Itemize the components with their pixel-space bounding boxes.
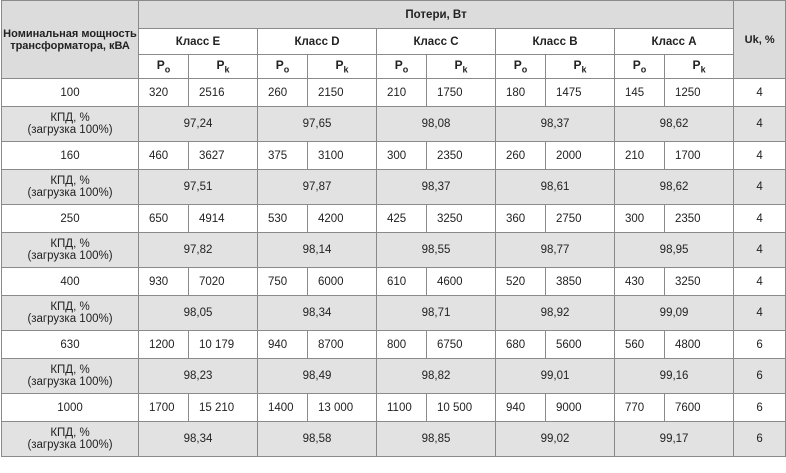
uk-header: Uk, % xyxy=(734,1,786,79)
kpd-label: КПД, % (загрузка 100%) xyxy=(2,359,139,394)
uk-cell: 4 xyxy=(734,170,786,205)
p0-cell: 530 xyxy=(258,205,308,233)
kpd-cell: 98,95 xyxy=(615,233,734,268)
kpd-row xyxy=(2,233,786,268)
pk-cell: 2150 xyxy=(308,79,377,107)
p0-cell: 210 xyxy=(377,79,427,107)
pk-cell: 15 210 xyxy=(189,394,258,422)
kpd-cell: 98,34 xyxy=(139,422,258,457)
pk-cell: 1250 xyxy=(665,79,734,107)
uk-cell: 4 xyxy=(734,233,786,268)
kpd-cell: 98,58 xyxy=(258,422,377,457)
pk-cell: 1700 xyxy=(665,142,734,170)
pk-cell: 8700 xyxy=(308,331,377,359)
kpd-cell: 98,92 xyxy=(496,296,615,331)
uk-cell: 6 xyxy=(734,394,786,422)
kpd-cell: 98,71 xyxy=(377,296,496,331)
pk-cell: 1750 xyxy=(427,79,496,107)
p0-header: $P_o$ xyxy=(615,55,665,79)
pk-cell: 4800 xyxy=(665,331,734,359)
power-cell: 160 xyxy=(2,142,139,170)
p0-cell: 560 xyxy=(615,331,665,359)
p0-cell: 425 xyxy=(377,205,427,233)
p0-cell: 940 xyxy=(496,394,546,422)
kpd-row xyxy=(2,296,786,331)
kpd-cell: 98,77 xyxy=(496,233,615,268)
pk-cell: 3627 xyxy=(189,142,258,170)
pk-cell: 2516 xyxy=(189,79,258,107)
kpd-cell: 98,08 xyxy=(377,107,496,142)
kpd-cell: 97,51 xyxy=(139,170,258,205)
kpd-cell: 98,82 xyxy=(377,359,496,394)
table-row xyxy=(2,79,786,107)
kpd-row xyxy=(2,422,786,457)
kpd-cell: 98,23 xyxy=(139,359,258,394)
pk-header: $P_k$ xyxy=(189,55,258,79)
uk-cell: 4 xyxy=(734,142,786,170)
pk-cell: 4914 xyxy=(189,205,258,233)
table-body xyxy=(2,79,786,457)
pk-header: $P_k$ xyxy=(308,55,377,79)
p0-cell: 320 xyxy=(139,79,189,107)
table-row xyxy=(2,331,786,359)
p0-cell: 1700 xyxy=(139,394,189,422)
pk-cell: 3100 xyxy=(308,142,377,170)
kpd-cell: 98,62 xyxy=(615,107,734,142)
pk-cell: 3850 xyxy=(546,268,615,296)
kpd-cell: 98,61 xyxy=(496,170,615,205)
kpd-cell: 99,09 xyxy=(615,296,734,331)
kpd-label: КПД, % (загрузка 100%) xyxy=(2,107,139,142)
uk-cell: 6 xyxy=(734,422,786,457)
p0-header: $P_o$ xyxy=(258,55,308,79)
p0-cell: 930 xyxy=(139,268,189,296)
pk-cell: 2350 xyxy=(427,142,496,170)
power-cell: 630 xyxy=(2,331,139,359)
p0-cell: 1400 xyxy=(258,394,308,422)
pk-cell: 9000 xyxy=(546,394,615,422)
transformer-losses-table xyxy=(1,0,786,457)
pk-cell: 4600 xyxy=(427,268,496,296)
power-cell: 250 xyxy=(2,205,139,233)
kpd-cell: 99,17 xyxy=(615,422,734,457)
p0-cell: 375 xyxy=(258,142,308,170)
p0-cell: 430 xyxy=(615,268,665,296)
pk-cell: 6000 xyxy=(308,268,377,296)
p0-cell: 210 xyxy=(615,142,665,170)
power-cell: 100 xyxy=(2,79,139,107)
kpd-cell: 98,37 xyxy=(377,170,496,205)
pk-cell: 7600 xyxy=(665,394,734,422)
pk-cell: 6750 xyxy=(427,331,496,359)
pk-header: $P_k$ xyxy=(427,55,496,79)
p0-cell: 610 xyxy=(377,268,427,296)
power-cell: 1000 xyxy=(2,394,139,422)
p0-cell: 680 xyxy=(496,331,546,359)
kpd-cell: 97,87 xyxy=(258,170,377,205)
uk-cell: 4 xyxy=(734,107,786,142)
p0-cell: 300 xyxy=(377,142,427,170)
p0-cell: 770 xyxy=(615,394,665,422)
pk-cell: 13 000 xyxy=(308,394,377,422)
p0-cell: 180 xyxy=(496,79,546,107)
table-row xyxy=(2,394,786,422)
uk-cell: 4 xyxy=(734,268,786,296)
p0-cell: 460 xyxy=(139,142,189,170)
uk-cell: 4 xyxy=(734,79,786,107)
kpd-cell: 98,37 xyxy=(496,107,615,142)
kpd-row xyxy=(2,170,786,205)
p0-cell: 940 xyxy=(258,331,308,359)
kpd-label: КПД, % (загрузка 100%) xyxy=(2,233,139,268)
kpd-cell: 98,49 xyxy=(258,359,377,394)
uk-cell: 6 xyxy=(734,359,786,394)
p0-cell: 520 xyxy=(496,268,546,296)
kpd-cell: 99,16 xyxy=(615,359,734,394)
kpd-label: КПД, % (загрузка 100%) xyxy=(2,170,139,205)
pk-cell: 5600 xyxy=(546,331,615,359)
table-row xyxy=(2,205,786,233)
pk-cell: 10 179 xyxy=(189,331,258,359)
table-row xyxy=(2,268,786,296)
class-c-header: Класс C xyxy=(377,29,496,55)
p0-cell: 750 xyxy=(258,268,308,296)
p0-cell: 650 xyxy=(139,205,189,233)
pk-cell: 7020 xyxy=(189,268,258,296)
kpd-row xyxy=(2,359,786,394)
pk-header: $P_k$ xyxy=(546,55,615,79)
p0-header: $P_o$ xyxy=(496,55,546,79)
kpd-row xyxy=(2,107,786,142)
p0-header: $P_o$ xyxy=(139,55,189,79)
power-cell: 400 xyxy=(2,268,139,296)
losses-header: Потери, Вт xyxy=(139,1,734,29)
uk-cell: 6 xyxy=(734,331,786,359)
pk-cell: 3250 xyxy=(427,205,496,233)
uk-cell: 4 xyxy=(734,205,786,233)
p0-header: $P_o$ xyxy=(377,55,427,79)
pk-cell: 2350 xyxy=(665,205,734,233)
kpd-cell: 98,55 xyxy=(377,233,496,268)
table-row xyxy=(2,142,786,170)
p0-cell: 260 xyxy=(258,79,308,107)
kpd-cell: 98,85 xyxy=(377,422,496,457)
pk-cell: 2000 xyxy=(546,142,615,170)
p0-cell: 145 xyxy=(615,79,665,107)
kpd-cell: 98,62 xyxy=(615,170,734,205)
p0-cell: 260 xyxy=(496,142,546,170)
pk-cell: 3250 xyxy=(665,268,734,296)
kpd-label: КПД, % (загрузка 100%) xyxy=(2,296,139,331)
p0-cell: 300 xyxy=(615,205,665,233)
uk-cell: 4 xyxy=(734,296,786,331)
p0-cell: 1100 xyxy=(377,394,427,422)
class-b-header: Класс B xyxy=(496,29,615,55)
p0-cell: 1200 xyxy=(139,331,189,359)
pk-cell: 2750 xyxy=(546,205,615,233)
pk-cell: 10 500 xyxy=(427,394,496,422)
kpd-cell: 99,02 xyxy=(496,422,615,457)
class-a-header: Класс A xyxy=(615,29,734,55)
pk-cell: 4200 xyxy=(308,205,377,233)
power-header: Номинальная мощность трансформатора, кВА xyxy=(2,1,139,79)
class-e-header: Класс E xyxy=(139,29,258,55)
kpd-label: КПД, % (загрузка 100%) xyxy=(2,422,139,457)
kpd-cell: 98,05 xyxy=(139,296,258,331)
pk-header: $P_k$ xyxy=(665,55,734,79)
class-d-header: Класс D xyxy=(258,29,377,55)
kpd-cell: 97,82 xyxy=(139,233,258,268)
p0-cell: 800 xyxy=(377,331,427,359)
pk-cell: 1475 xyxy=(546,79,615,107)
kpd-cell: 97,24 xyxy=(139,107,258,142)
kpd-cell: 97,65 xyxy=(258,107,377,142)
kpd-cell: 99,01 xyxy=(496,359,615,394)
kpd-cell: 98,14 xyxy=(258,233,377,268)
kpd-cell: 98,34 xyxy=(258,296,377,331)
p0-cell: 360 xyxy=(496,205,546,233)
